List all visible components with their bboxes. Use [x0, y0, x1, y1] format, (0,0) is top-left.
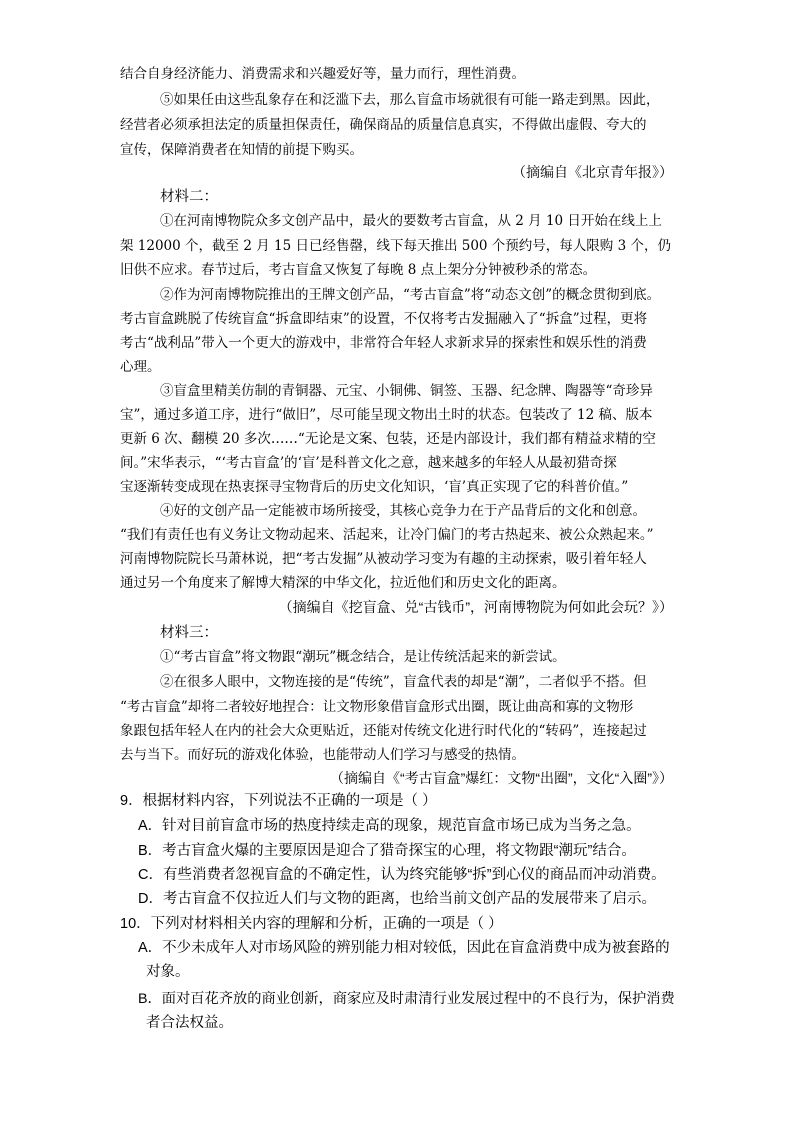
m3-source: （摘编自《“考古盲盒”爆红：文物“出圈”，文化“入圈”》）: [330, 770, 673, 786]
question-9-option-b: B．考古盲盒火爆的主要原因是迎合了猎奇探宝的心理，将文物跟“潮玩”结合。: [138, 843, 636, 859]
m3-p2-line: ②在很多人眼中，文物连接的是“传统”，盲盒代表的却是“潮”，二者似乎不搭。但: [160, 674, 647, 690]
question-10-stem: 10．下列对材料相关内容的理解和分析，正确的一项是（ ）: [120, 916, 503, 932]
m2-p4-line: “我们有责任也有义务让文物动起来、活起来，让冷门偏门的考古热起来、被公众熟起来。”: [120, 527, 654, 543]
m3-heading: 材料三：: [160, 625, 218, 641]
m3-p2-line: 象跟包括年轻人在内的社会大众更贴近，还能对传统文化进行时代化的“转码”，连接起过: [120, 723, 647, 739]
question-10-option-b: B．面对百花齐放的商业创新，商家应及时肃清行业发展过程中的不良行为，保护消费: [138, 991, 675, 1007]
question-9-stem: 9．根据材料内容，下列说法不正确的一项是（ ）: [120, 793, 437, 809]
m2-p1-line: 架 12000 个，截至 2 月 15 日已经售罄，线下每天推出 500 个预约号，每人限购 3 个，仍: [120, 238, 671, 254]
m1-line: 结合自身经济能力、消费需求和兴趣爱好等，量力而行，理性消费。: [120, 66, 525, 82]
question-10-option-b-cont: 者合法权益。: [146, 1015, 233, 1031]
m2-p3-line: 宝”，通过多道工序，进行“做旧”，尽可能呈现文物出土时的状态。包装改了 12 稿、版本: [120, 407, 653, 423]
m1-line: 宣传，保障消费者在知情的前提下购买。: [120, 142, 363, 158]
m2-p2-line: 考古“战利品”带入一个更大的游戏中，非常符合年轻人求新求异的探索性和娱乐性的消费: [120, 335, 647, 351]
m2-p2-line: ②作为河南博物院推出的王牌文创产品，“考古盲盒”将“动态文创”的概念贯彻到底。: [160, 287, 661, 303]
m2-p2-line: 考古盲盒跳脱了传统盲盒“拆盒即结束”的设置，不仅将考古发掘融入了“拆盒”过程，更将: [120, 311, 648, 327]
m2-p4-line: ④好的文创产品一定能被市场所接受，其核心竞争力在于产品背后的文化和创意。: [160, 503, 646, 519]
m2-p3-line: 更新 6 次、翻模 20 多次……“无论是文案、包装，还是内部设计，我们都有精益求精的空: [120, 431, 656, 447]
question-9-option-c: C．有些消费者忽视盲盒的不确定性，认为终究能够“拆”到心仪的商品而冲动消费。: [138, 867, 666, 883]
question-10-option-a: A．不少未成年人对市场风险的辨别能力相对较低，因此在盲盒消费中成为被套路的: [138, 940, 670, 956]
m2-p2-line: 心理。: [120, 359, 161, 375]
m2-p3-line: ③盲盒里精美仿制的青铜器、元宝、小铜佛、铜签、玉器、纪念牌、陶器等“奇珍异: [160, 383, 653, 399]
m2-heading: 材料二：: [160, 189, 218, 205]
m1-line: 经营者必须承担法定的质量担保责任，确保商品的质量信息真实，不得做出虚假、夸大的: [120, 117, 647, 133]
question-9-option-d: D．考古盲盒不仅拉近人们与文物的距离，也给当前文创产品的发展带来了启示。: [138, 891, 656, 907]
m2-p1-line: 旧供不应求。春节过后，考古盲盒又恢复了每晚 8 点上架分分钟被秒杀的常态。: [120, 262, 597, 278]
m2-p3-line: 间。”宋华表示，“‘考古盲盒’的‘盲’是科普文化之意，越来越多的年轻人从最初猎奇探: [120, 455, 617, 471]
m1-source: （摘编自《北京青年报》）: [512, 164, 673, 180]
m2-p4-line: 通过另一个角度来了解博大精深的中华文化，拉近他们和历史文化的距离。: [120, 575, 566, 591]
m3-p2-line: 去与当下。而好玩的游戏化体验，也能带动人们学习与感受的热情。: [120, 747, 525, 763]
m2-p1-line: ①在河南博物院众多文创产品中，最火的要数考古盲盒，从 2 月 10 日开始在线上上: [160, 213, 662, 229]
m1-line: ⑤如果任由这些乱象存在和泛滥下去，那么盲盒市场就很有可能一路走到黑。因此，: [160, 92, 660, 108]
m3-p1-line: ①“考古盲盒”将文物跟“潮玩”概念结合，是让传统活起来的新尝试。: [160, 649, 566, 665]
question-9-option-a: A．针对目前盲盒市场的热度持续走高的现象，规范盲盒市场已成为当务之急。: [138, 818, 641, 834]
m2-source: （摘编自《挖盲盒、兑“古钱币”，河南博物院为何如此会玩？》）: [278, 599, 673, 615]
question-10-option-a-cont: 对象。: [146, 964, 190, 980]
m2-p4-line: 河南博物院院长马萧林说，把“考古发掘”从被动学习变为有趣的主动探索，吸引着年轻人: [120, 551, 647, 567]
m3-p2-line: “考古盲盒”却将二者较好地捏合：让文物形象借盲盒形式出圈，既让曲高和寡的文物形: [120, 699, 634, 715]
m2-p3-line: 宝逐渐转变成现在热衷探寻宝物背后的历史文化知识，‘盲’真正实现了它的科普价值。”: [120, 479, 629, 495]
